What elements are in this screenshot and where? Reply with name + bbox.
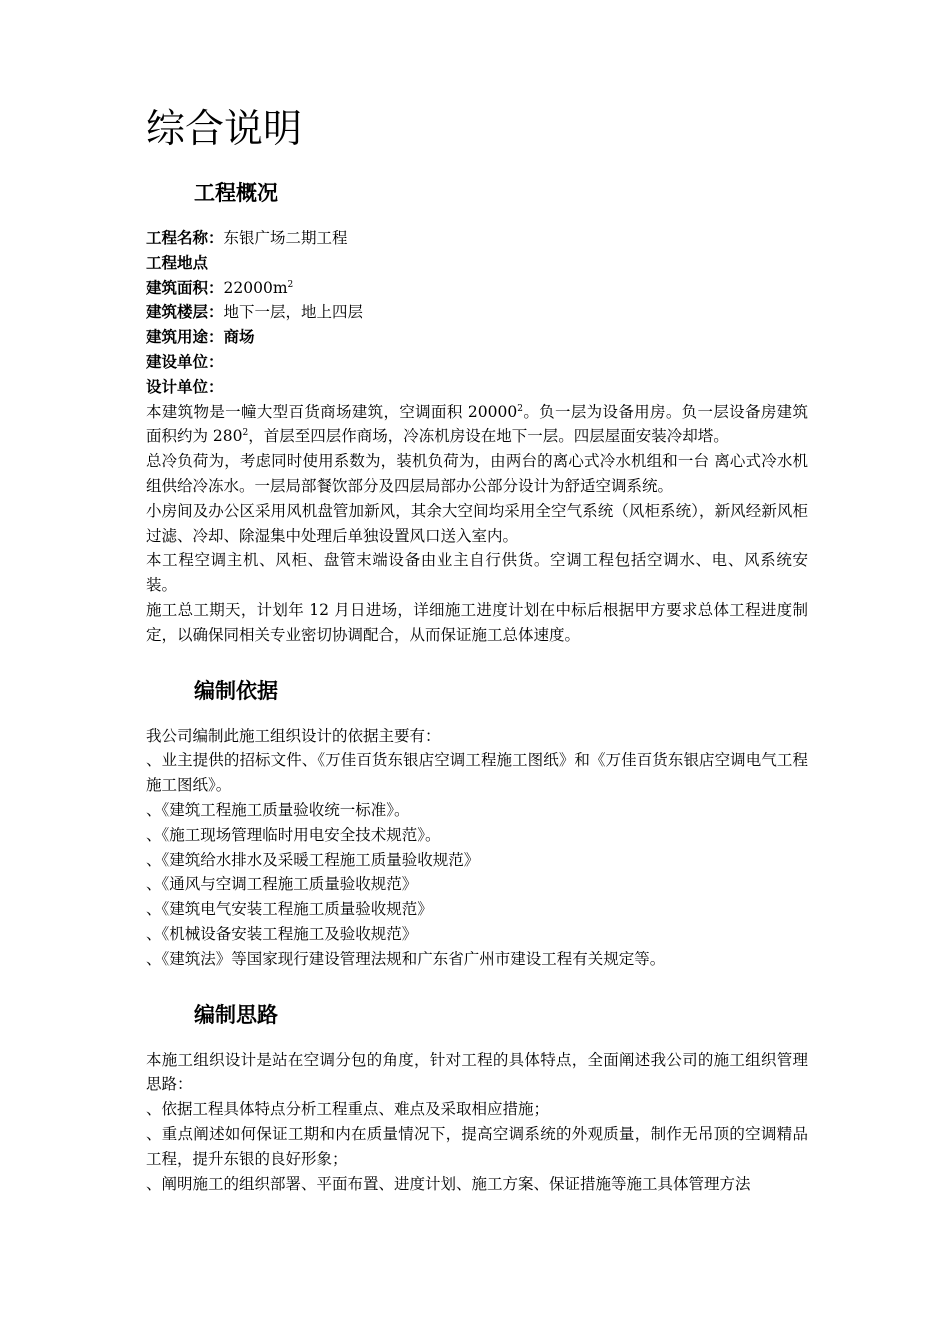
- list-item: 、《施工现场管理临时用电安全技术规范》。: [146, 825, 441, 844]
- field-area: [146, 276, 808, 301]
- superscript: 2: [242, 428, 249, 439]
- project-info-fields: [146, 226, 808, 400]
- document-title: 综合说明: [146, 107, 303, 152]
- list-item: 、依据工程具体特点分析工程重点、难点及采取相应措施；: [146, 1100, 550, 1119]
- field-value: 东银广场二期工程: [223, 229, 348, 247]
- field-key: 建筑面积：: [146, 277, 224, 297]
- field-value: 商场: [223, 327, 255, 347]
- text-run: ，首层至四层作商场，冷冻机房设在地下一层。四层屋面安装冷却塔。: [248, 427, 729, 446]
- field-key: 建筑用途：: [146, 327, 224, 347]
- field-value: 22000m: [223, 278, 288, 297]
- list-item: 、《建筑工程施工质量验收统一标准》。: [146, 800, 410, 819]
- list-item: 、《机械设备安装工程施工及验收规范》: [146, 924, 418, 943]
- field-project-name: [146, 226, 808, 251]
- section-heading-basis: 编制依据: [194, 678, 278, 703]
- field-key: 设计单位：: [146, 376, 224, 396]
- overview-paragraph: 总冷负荷为，考虑同时使用系数为，装机负荷为，由两台的离心式冷水机组和一台 离心式冷水机组供给冷冻水。一层局部餐饮部分及四层局部办公部分设计为舒适空调系统。: [146, 452, 808, 495]
- field-location: [146, 251, 808, 276]
- field-key: 建设单位：: [146, 351, 224, 371]
- section-heading-approach: 编制思路: [194, 1002, 278, 1027]
- approach-intro: 本施工组织设计是站在空调分包的角度，针对工程的具体特点，全面阐述我公司的施工组织管理思路：: [146, 1050, 808, 1094]
- overview-paragraph: 小房间及办公区采用风机盘管加新风，其余大空间均采用全空气系统（风柜系统），新风经新风柜过滤、冷却、除湿集中处理后单独设置风口送入室内。: [146, 501, 808, 545]
- field-key: 建筑楼层：: [146, 302, 224, 322]
- section-heading-overview: 工程概况: [194, 181, 278, 205]
- overview-paragraph: [146, 400, 808, 450]
- list-item: 、重点阐述如何保证工期和内在质量情况下，提高空调系统的外观质量，制作无吊顶的空调精品工程，提升东银的良好形象；: [146, 1124, 808, 1168]
- basis-intro: 我公司编制此施工组织设计的依据主要有：: [146, 726, 441, 745]
- overview-paragraph: 本工程空调主机、风柜、盘管末端设备由业主自行供货。空调工程包括空调水、电、风系统安装。: [146, 551, 808, 595]
- field-floors: [146, 300, 808, 325]
- list-item: 、《建筑法》等国家现行建设管理法规和广东省广州市建设工程有关规定等。: [146, 949, 666, 968]
- field-key: 工程地点: [146, 252, 209, 272]
- superscript: 2: [287, 279, 294, 290]
- list-item: 、《通风与空调工程施工质量验收规范》: [146, 875, 418, 894]
- list-item: 、《建筑给水排水及采暖工程施工质量验收规范》: [146, 850, 480, 869]
- text-run: 。负一层为设备用房。负一层设备房建筑面积约为 280: [146, 402, 808, 446]
- list-item: 、业主提供的招标文件、《万佳百货东银店空调工程施工图纸》和《万佳百货东银店空调电气工程施工图纸》。: [146, 751, 808, 795]
- text-run: 本建筑物是一幢大型百货商场建筑，空调面积 20000: [146, 402, 518, 421]
- field-owner: [146, 350, 808, 375]
- document-page: [146, 104, 808, 1196]
- field-value: 地下一层，地上四层: [223, 303, 364, 322]
- superscript: 2: [517, 403, 523, 414]
- list-item: 、阐明施工的组织部署、平面布置、进度计划、施工方案、保证措施等施工具体管理方法: [146, 1174, 751, 1193]
- field-usage: [146, 325, 808, 350]
- overview-paragraph: 施工总工期天，计划年 12 月日进场，详细施工进度计划在中标后根据甲方要求总体工程进度制定，以确保同相关专业密切协调配合，从而保证施工总体速度。: [146, 600, 808, 644]
- field-key: 工程名称：: [146, 228, 224, 247]
- field-designer: [146, 375, 808, 400]
- list-item: 、《建筑电气安装工程施工质量验收规范》: [146, 900, 433, 919]
